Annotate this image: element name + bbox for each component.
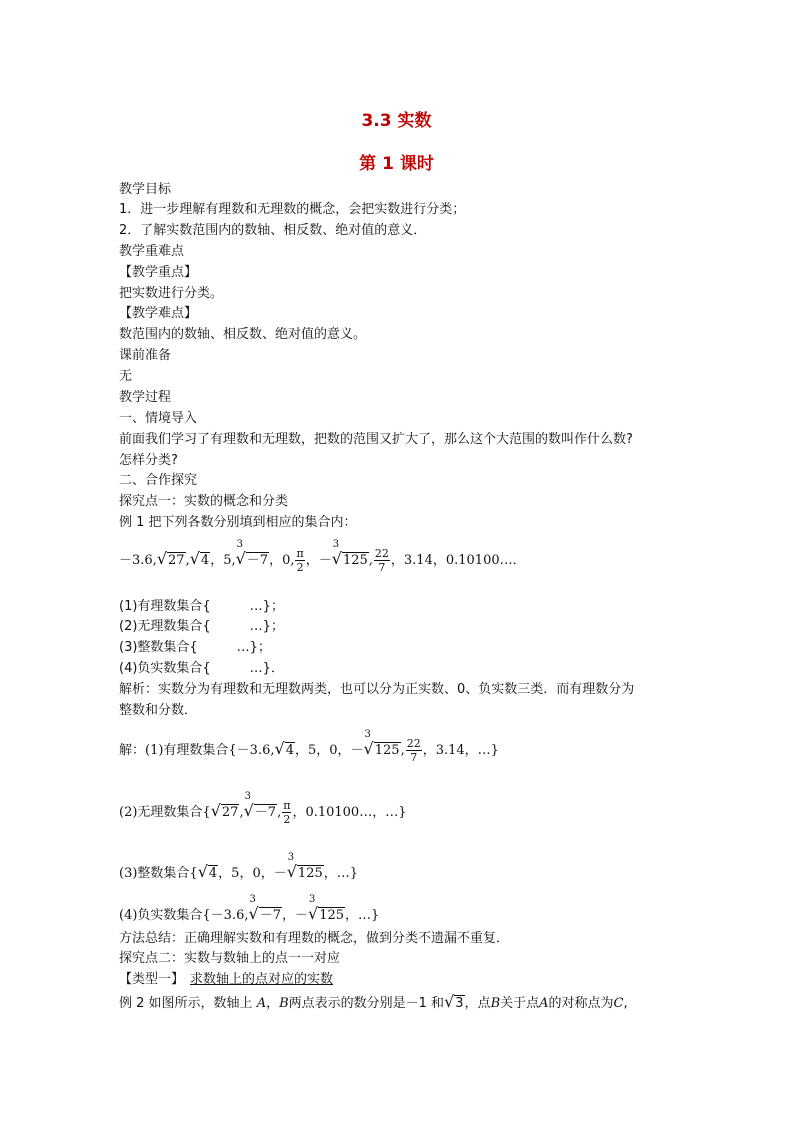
example-1-prompt: 例 1 把下列各数分别填到相应的集合内： — [119, 515, 357, 530]
step-heading-intro: 一、情境导入 — [119, 411, 198, 426]
fraction-pi-over-2: $\frac{\pi}{2}$ — [296, 547, 304, 574]
sqrt-4: √4 — [189, 549, 210, 568]
step-heading-explore: 二、合作探究 — [119, 473, 198, 488]
type-one-title: 求数轴上的点对应的实数 — [190, 972, 334, 987]
preparation-text: 无 — [119, 369, 133, 384]
answer-irrational-set: (2)无理数集合{√27, 3 √－7, $\frac{\pi}{2}$ ，0.10100…，…} — [119, 791, 407, 826]
example-1-numbers: －3.6,√27,√4，5, 3 √－7，0, $\frac{\pi}{2}$ ，－ 3 √125, $\frac{22}{7}$ ，3.14，0.10100…． — [119, 539, 526, 574]
set-integer: (3)整数集合{ …}； — [119, 640, 271, 655]
goal-item-1: 1．进一步理解有理数和无理数的概念，会把实数进行分类； — [119, 202, 466, 217]
fraction-22-over-7: $\frac{22}{7}$ — [374, 547, 389, 574]
section-heading-process: 教学过程 — [119, 390, 172, 405]
type-one-label: 【类型一】 — [119, 972, 185, 987]
set-negative-real: (4)负实数集合{ …}． — [119, 661, 284, 676]
goal-item-2: 2．了解实数范围内的数轴、相反数、绝对值的意义． — [119, 223, 427, 238]
intro-text-2: 怎样分类? — [119, 453, 178, 468]
cbrt-neg-7: 3 √－7 — [235, 539, 269, 568]
intro-text-1: 前面我们学习了有理数和无理数，把数的范围又扩大了，那么这个大范围的数叫作什么数? — [119, 432, 633, 447]
analysis-text-2: 整数和分数． — [119, 703, 198, 718]
section-heading-goals: 教学目标 — [119, 182, 172, 197]
method-summary: 方法总结：正确理解实数和有理数的概念，做到分类不遗漏不重复． — [119, 931, 510, 946]
type-one-heading — [119, 971, 333, 989]
sqrt-27: √27 — [156, 549, 185, 568]
key-point-text: 把实数进行分类。 — [119, 286, 224, 301]
cbrt-125: 3 √125 — [331, 539, 368, 568]
section-heading-preparation: 课前准备 — [119, 348, 172, 363]
set-rational: (1)有理数集合{ …}； — [119, 599, 284, 614]
answer-integer-set: (3)整数集合{√4，5，0，－ 3 √125，…} — [119, 852, 359, 881]
set-irrational: (2)无理数集合{ …}； — [119, 619, 284, 634]
page-subtitle: 第 1 课时 — [359, 154, 434, 174]
answer-rational-set: 解：(1)有理数集合{－3.6,√4，5，0，－ 3 √125, $\frac{22}{7}$ ，3.14，…} — [119, 729, 499, 764]
explore-point-2: 探究点二：实数与数轴上的点一一对应 — [119, 951, 341, 966]
difficult-point-label: 【教学难点】 — [119, 306, 198, 321]
key-point-label: 【教学重点】 — [119, 265, 198, 280]
difficult-point-text: 数范围内的数轴、相反数、绝对值的意义。 — [119, 327, 367, 342]
page-title: 3.3 实数 — [361, 111, 432, 131]
explore-point-1: 探究点一：实数的概念和分类 — [119, 494, 289, 509]
section-heading-key-points: 教学重难点 — [119, 244, 185, 259]
example-2-prompt: 例 2 如图所示，数轴上 A，B两点表示的数分别是－1 和√3，点B关于点A的对称点为C, — [119, 992, 628, 1011]
answer-negative-real-set: (4)负实数集合{－3.6, 3 √－7，－ 3 √125，…} — [119, 894, 380, 923]
analysis-text-1: 解析：实数分为有理数和无理数两类，也可以分为正实数、0、负实数三类．而有理数分为 — [119, 682, 635, 697]
